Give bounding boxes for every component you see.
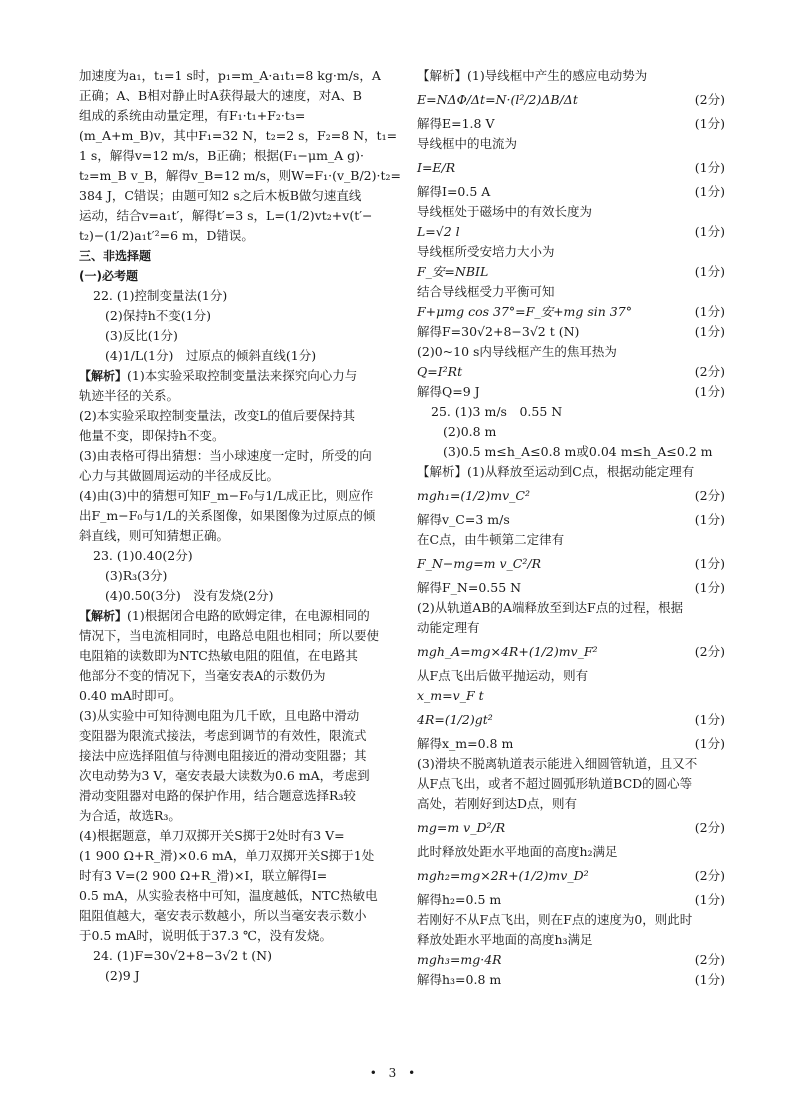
q25-explanation-intro: 【解析】(1)从释放至运动到C点，根据动能定理有 (417, 464, 695, 479)
explanation-line: 斜直线，则可知猜想正确。 (79, 528, 230, 543)
analysis-tag: 【解析】 (79, 369, 128, 383)
step-text: F_N−mg=m v_C²/R (417, 556, 541, 571)
explanation-row (417, 86, 725, 114)
step-text: 4R=(1/2)gt² (417, 712, 493, 727)
explanation-line: (4)根据题意，单刀双掷开关S掷于2处时有3 V= (79, 828, 345, 843)
explanation-row (417, 322, 725, 342)
step-text: 解得E=1.8 V (417, 116, 495, 131)
explanation-row (417, 154, 725, 182)
q22-answers (79, 286, 407, 366)
analysis-tag: 【解析】 (79, 609, 128, 623)
explanation-row (417, 482, 725, 510)
explanation-row (417, 382, 725, 402)
step-text: mgh₃=mg·4R (417, 952, 502, 967)
explanation-row (417, 734, 725, 754)
explanation-row (417, 638, 725, 666)
step-text: 此时释放处距水平地面的高度h₂满足 (417, 844, 618, 859)
step-text: mgh_A=mg×4R+(1/2)mv_F² (417, 644, 598, 659)
score: (1分) (694, 116, 725, 131)
explanation-line: 时有3 V=(2 900 Ω+R_滑)×I，联立解得I= (79, 868, 328, 883)
explanation-row (417, 182, 725, 202)
explanation-line: (3)从实验中可知待测电阻为几千欧，且电路中滑动 (79, 708, 360, 723)
explanation-line: 情况下，当电流相同时，电路总电阻也相同；所以要使 (79, 628, 380, 643)
explanation-line: 轨迹半径的关系。 (79, 388, 180, 403)
score: (1分) (694, 304, 725, 319)
text-line: (m_A+m_B)v，其中F₁=32 N，t₂=2 s，F₂=8 N，t₁= (79, 128, 398, 143)
explanation-line: 为合适，故选R₃。 (79, 808, 181, 823)
answer-line: (3)0.5 m≤h_A≤0.8 m或0.04 m≤h_A≤0.2 m (443, 444, 713, 459)
score: (1分) (694, 512, 725, 527)
explanation-row (417, 970, 725, 990)
score: (1分) (694, 892, 725, 907)
explanation-line: 滑动变阻器对电路的保护作用，结合题意选择R₃较 (79, 788, 356, 803)
q25-explanation-steps (417, 482, 725, 990)
page-number: • 3 • (369, 1066, 420, 1080)
explanation-row (417, 302, 725, 322)
explanation-row (417, 686, 725, 706)
step-text: 解得I=0.5 A (417, 184, 491, 199)
step-text: L=√2 l (417, 224, 460, 239)
explanation-row (417, 342, 725, 362)
q25-answers (417, 402, 725, 462)
q22-explanation (79, 366, 407, 546)
answer-line: 25. (1)3 m/s 0.55 N (431, 404, 563, 419)
q23-explanation (79, 606, 407, 946)
step-text: 从F点飞出，或者不超过圆弧形轨道BCD的圆心等 (417, 776, 693, 791)
explanation-line-text: (1)本实验采取控制变量法来探究向心力与 (127, 368, 358, 383)
explanation-row (417, 242, 725, 262)
explanation-line (79, 606, 407, 626)
answer-line: (3)R₃(3分) (105, 568, 168, 583)
step-text: mg=m v_D²/R (417, 820, 506, 835)
explanation-row (417, 774, 725, 794)
step-text: 高处，若刚好到达D点，则有 (417, 796, 578, 811)
explanation-line: 电阻箱的读数即为NTC热敏电阻的阻值，在电路其 (79, 648, 358, 663)
text-line: 加速度为a₁，t₁=1 s时，p₁=m_A·a₁t₁=8 kg·m/s，A (79, 68, 381, 83)
step-text: 解得F=30√2+8−3√2 t (N) (417, 324, 580, 339)
q24-explanation-intro: 【解析】(1)导线框中产生的感应电动势为 (417, 68, 648, 83)
step-text: I=E/R (417, 160, 456, 175)
explanation-row (417, 754, 725, 774)
answer-line: (4)0.50(3分) 没有发烧(2分) (105, 588, 274, 603)
score: (2分) (694, 868, 725, 883)
q21-explanation-continued (79, 66, 407, 246)
answer-line: 22. (1)控制变量法(1分) (93, 288, 228, 303)
step-text: F+μmg cos 37°=F_安+mg sin 37° (417, 304, 632, 319)
explanation-row (417, 950, 725, 970)
step-text: (2)从轨道AB的A端释放至到达F点的过程，根据 (417, 600, 684, 615)
answer-line: (3)反比(1分) (105, 328, 178, 343)
left-column (79, 66, 407, 986)
step-text: 导线框所受安培力大小为 (417, 244, 555, 259)
explanation-line: 0.40 mA时即可。 (79, 688, 182, 703)
step-text: F_安=NBIL (417, 264, 489, 279)
explanation-row (417, 598, 725, 618)
score: (1分) (694, 224, 725, 239)
explanation-row (417, 862, 725, 890)
explanation-row (417, 910, 725, 930)
answer-line: (2)9 J (105, 968, 140, 983)
explanation-line-text: (1)根据闭合电路的欧姆定律，在电源相同的 (127, 608, 370, 623)
explanation-line: 阻阻值越大，毫安表示数越小，所以当毫安表示数小 (79, 908, 367, 923)
step-text: 解得v_C=3 m/s (417, 512, 510, 527)
explanation-line (79, 366, 407, 386)
answer-line: (4)1/L(1分) 过原点的倾斜直线(1分) (105, 348, 317, 363)
right-column (417, 66, 725, 990)
step-text: 解得F_N=0.55 N (417, 580, 522, 595)
text-line: t₂=m_B v_B，解得v_B=12 m/s，则W=F₁·(v_B/2)·t₂= (79, 168, 401, 183)
answer-line: 24. (1)F=30√2+8−3√2 t (N) (93, 948, 272, 963)
explanation-row (417, 842, 725, 862)
explanation-line: (2)本实验采取控制变量法，改变L的值后要保持其 (79, 408, 356, 423)
score: (1分) (694, 580, 725, 595)
explanation-line: 心力与其做圆周运动的半径成反比。 (79, 468, 280, 483)
score: (1分) (694, 384, 725, 399)
explanation-line: 出F_m−F₀与1/L的关系图像，如果图像为过原点的倾 (79, 508, 376, 523)
score: (2分) (694, 820, 725, 835)
explanation-line: 他部分不变的情况下，当毫安表A的示数仍为 (79, 668, 326, 683)
score: (2分) (694, 92, 725, 107)
step-text: (2)0~10 s内导线框产生的焦耳热为 (417, 344, 617, 359)
explanation-row (417, 134, 725, 154)
explanation-row (417, 530, 725, 550)
step-text: 动能定理有 (417, 620, 480, 635)
step-text: 导线框中的电流为 (417, 136, 518, 151)
explanation-row (417, 550, 725, 578)
explanation-line: 变阻器为限流式接法，考虑到调节的有效性，限流式 (79, 728, 367, 743)
section-heading: 三、非选择题 (79, 249, 152, 263)
answer-line: (2)保持h不变(1分) (105, 308, 211, 323)
text-line: 组成的系统由动量定理，有F₁·t₁+F₂·t₃= (79, 108, 306, 123)
step-text: 导线框处于磁场中的有效长度为 (417, 204, 593, 219)
explanation-row (417, 618, 725, 638)
explanation-line: (4)由(3)中的猜想可知F_m−F₀与1/L成正比，则应作 (79, 488, 374, 503)
step-text: 释放处距水平地面的高度h₃满足 (417, 932, 593, 947)
step-text: E=NΔΦ/Δt=N·(l²/2)ΔB/Δt (417, 92, 578, 107)
step-text: 解得x_m=0.8 m (417, 736, 514, 751)
explanation-row (417, 578, 725, 598)
text-line: 正确；A、B相对静止时A获得最大的速度，对A、B (79, 88, 362, 103)
subsection-heading: (一)必考题 (79, 269, 138, 283)
step-text: x_m=v_F t (417, 688, 484, 703)
step-text: 解得h₃=0.8 m (417, 972, 502, 987)
explanation-line: 0.5 mA，从实验表格中可知，温度越低，NTC热敏电 (79, 888, 378, 903)
explanation-line: (1 900 Ω+R_滑)×0.6 mA，单刀双掷开关S掷于1处 (79, 848, 375, 863)
step-text: 解得Q=9 J (417, 384, 480, 399)
text-line: t₂)−(1/2)a₁t′²=6 m，D错误。 (79, 228, 254, 243)
explanation-row (417, 890, 725, 910)
explanation-row (417, 202, 725, 222)
score: (2分) (694, 364, 725, 379)
text-line: 运动，结合v=a₁t′，解得t′=3 s，L=(1/2)vt₂+v(t′− (79, 208, 373, 223)
explanation-row (417, 814, 725, 842)
step-text: 解得h₂=0.5 m (417, 892, 502, 907)
explanation-row (417, 794, 725, 814)
q24-explanation-steps (417, 86, 725, 402)
answer-line: (2)0.8 m (443, 424, 497, 439)
explanation-row (417, 282, 725, 302)
step-text: mgh₁=(1/2)mv_C² (417, 488, 531, 503)
step-text: (3)滑块不脱离轨道表示能进入细圆管轨道，且又不 (417, 756, 698, 771)
score: (1分) (694, 556, 725, 571)
q23-answers (79, 546, 407, 606)
step-text: mgh₂=mg×2R+(1/2)mv_D² (417, 868, 589, 883)
explanation-line: 次电动势为3 V，毫安表最大读数为0.6 mA，考虑到 (79, 768, 370, 783)
explanation-line: (3)由表格可得出猜想：当小球速度一定时，所受的向 (79, 448, 372, 463)
explanation-row (417, 222, 725, 242)
step-text: Q=I²Rt (417, 364, 463, 379)
text-line: 1 s，解得v=12 m/s，B正确；根据(F₁−μm_A g)· (79, 148, 365, 163)
score: (1分) (694, 160, 725, 175)
score: (1分) (694, 736, 725, 751)
explanation-line: 于0.5 mA时，说明低于37.3 ℃，没有发烧。 (79, 928, 333, 943)
explanation-row (417, 510, 725, 530)
explanation-line: 接法中应选择阻值与待测电阻接近的滑动变阻器；其 (79, 748, 367, 763)
step-text: 从F点飞出后做平抛运动，则有 (417, 668, 589, 683)
step-text: 结合导线框受力平衡可知 (417, 284, 555, 299)
explanation-row (417, 362, 725, 382)
score: (1分) (694, 264, 725, 279)
explanation-row (417, 114, 725, 134)
score: (1分) (694, 184, 725, 199)
answer-line: 23. (1)0.40(2分) (93, 548, 193, 563)
step-text: 若刚好不从F点飞出，则在F点的速度为0，则此时 (417, 912, 693, 927)
text-line: 384 J，C错误；由题可知2 s之后木板B做匀速直线 (79, 188, 362, 203)
score: (1分) (694, 972, 725, 987)
step-text: 在C点，由牛顿第二定律有 (417, 532, 565, 547)
explanation-row (417, 262, 725, 282)
score: (1分) (694, 712, 725, 727)
explanation-row (417, 706, 725, 734)
explanation-line: 他量不变，即保持h不变。 (79, 428, 225, 443)
score: (2分) (694, 644, 725, 659)
explanation-row (417, 666, 725, 686)
score: (1分) (694, 324, 725, 339)
q24-answers (79, 946, 407, 986)
score: (2分) (694, 952, 725, 967)
explanation-row (417, 930, 725, 950)
score: (2分) (694, 488, 725, 503)
